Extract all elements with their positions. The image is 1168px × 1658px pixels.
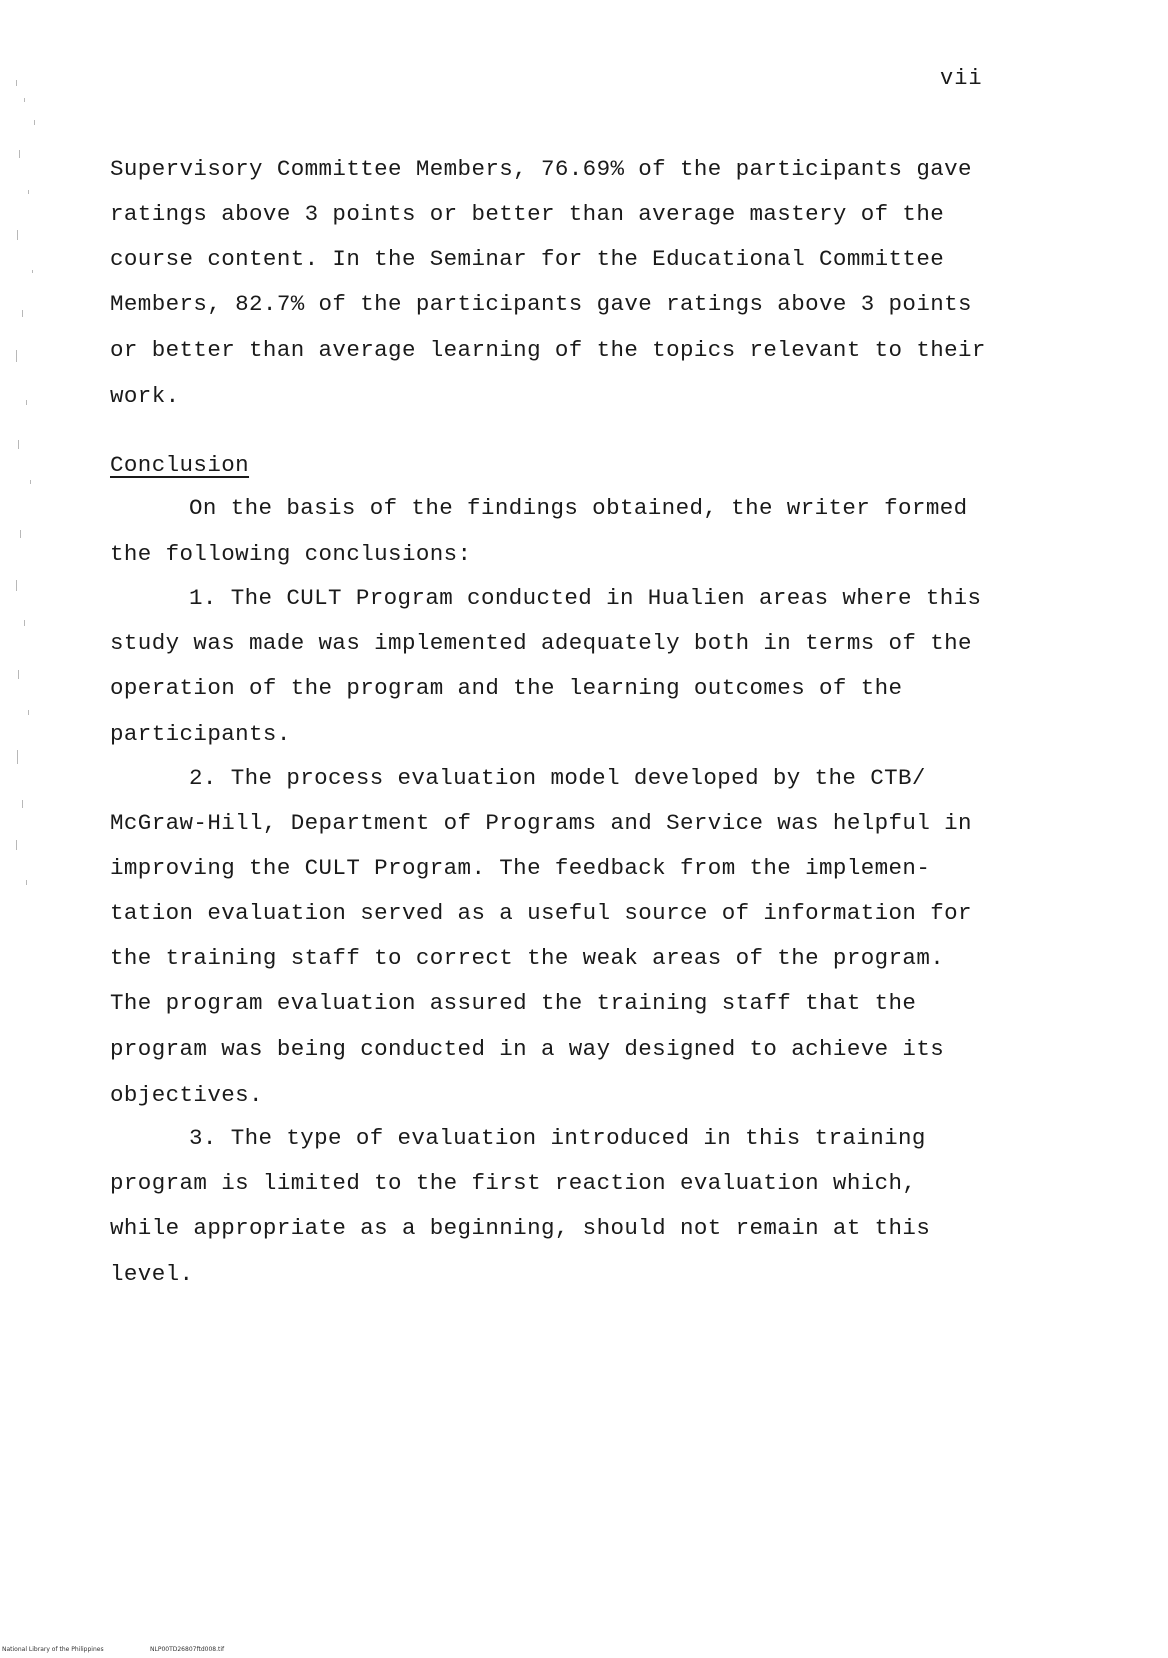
footer-filename: NLP00TD26807ftd008.tif xyxy=(150,1646,225,1653)
list-item-line: participants. xyxy=(110,721,291,747)
scan-speck xyxy=(30,480,31,484)
list-item-line: 3. The type of evaluation introduced in this training xyxy=(189,1125,926,1151)
list-item-line: level. xyxy=(110,1261,194,1287)
scan-speck xyxy=(20,530,21,538)
scan-speck xyxy=(34,120,35,125)
scan-speck xyxy=(26,400,27,405)
list-item-line: program is limited to the first reaction evaluation which, xyxy=(110,1170,917,1196)
list-item-line: objectives. xyxy=(110,1082,263,1108)
list-item-line: operation of the program and the learning outcomes of the xyxy=(110,675,903,701)
text-line: Members, 82.7% of the participants gave ratings above 3 points xyxy=(110,291,972,317)
section-heading: Conclusion xyxy=(110,452,250,478)
list-item-line: 1. The CULT Program conducted in Hualien areas where this xyxy=(189,585,982,611)
list-item-line: tation evaluation served as a useful source of information for xyxy=(110,900,972,926)
footer-library: National Library of the Philippines xyxy=(2,1646,104,1653)
list-item-line: McGraw-Hill, Department of Programs and Service was helpful in xyxy=(110,810,972,836)
text-line: Supervisory Committee Members, 76.69% of the participants gave xyxy=(110,156,972,182)
scan-speck xyxy=(26,880,27,885)
scan-speck xyxy=(19,150,20,158)
scan-speck xyxy=(32,270,33,273)
scan-speck xyxy=(24,98,25,102)
scan-speck xyxy=(17,750,18,764)
scan-speck xyxy=(24,620,25,626)
list-item-line: improving the CULT Program. The feedback from the implemen- xyxy=(110,855,931,881)
text-line: course content. In the Seminar for the Educational Committee xyxy=(110,246,945,272)
scan-speck xyxy=(18,440,19,449)
scan-edge-marks xyxy=(14,80,44,900)
text-line: or better than average learning of the topics relevant to their xyxy=(110,337,986,363)
scan-speck xyxy=(28,190,29,194)
scan-speck xyxy=(16,840,17,850)
list-item-line: the training staff to correct the weak areas of the program. xyxy=(110,945,945,971)
scan-speck xyxy=(22,310,23,317)
list-item-line: 2. The process evaluation model developed by the CTB/ xyxy=(189,765,926,791)
page-number: vii xyxy=(940,66,983,91)
list-item-line: program was being conducted in a way designed to achieve its xyxy=(110,1036,945,1062)
list-item-line: while appropriate as a beginning, should not remain at this xyxy=(110,1215,931,1241)
text-line: the following conclusions: xyxy=(110,541,472,567)
text-line: work. xyxy=(110,383,180,409)
list-item-line: The program evaluation assured the training staff that the xyxy=(110,990,917,1016)
list-item-line: study was made was implemented adequately both in terms of the xyxy=(110,630,972,656)
scan-speck xyxy=(16,580,17,591)
text-line: On the basis of the findings obtained, the writer formed xyxy=(189,495,968,521)
scan-speck xyxy=(16,80,17,86)
text-line: ratings above 3 points or better than average mastery of the xyxy=(110,201,945,227)
scan-speck xyxy=(17,230,18,240)
scan-speck xyxy=(22,800,23,808)
scan-speck xyxy=(16,350,17,362)
scan-speck xyxy=(18,670,19,679)
scan-speck xyxy=(28,710,29,715)
